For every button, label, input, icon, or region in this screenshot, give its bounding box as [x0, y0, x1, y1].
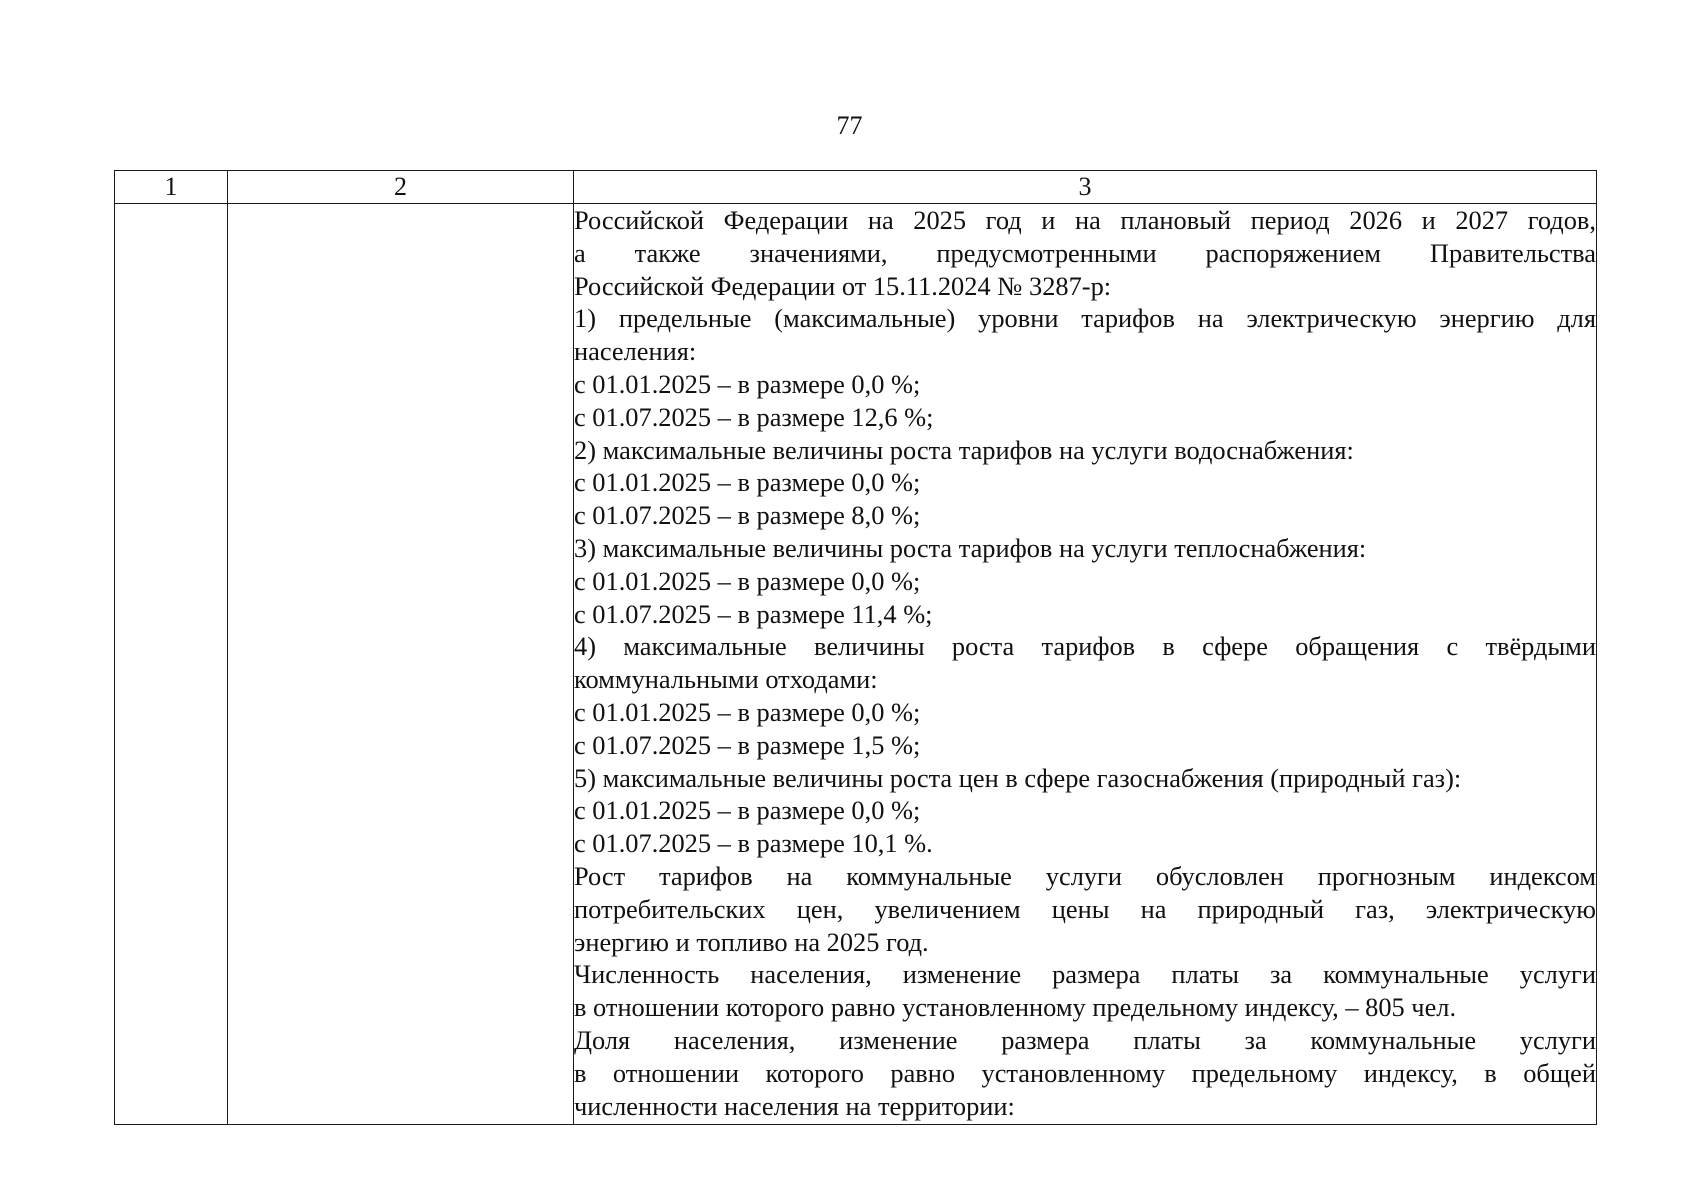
text-line: с 01.07.2025 – в размере 11,4 %;: [574, 598, 933, 629]
text-line: Российской Федерации на 2025 год и на плановый период 2026 и 2027 годов,: [574, 205, 1596, 235]
text-line: Российской Федерации от 15.11.2024 № 3287-р:: [574, 270, 1112, 301]
text-line: с 01.01.2025 – в размере 0,0 %;: [574, 795, 921, 826]
text-line: Численность населения, изменение размера платы за коммунальные услуги: [574, 959, 1596, 990]
text-line: потребительских цен, увеличением цены на природный газ, электрическую: [574, 893, 1596, 924]
text-line: с 01.01.2025 – в размере 0,0 %;: [574, 696, 921, 727]
text-line: 2) максимальные величины роста тарифов на услуги водоснабжения:: [574, 434, 1354, 465]
text-line: коммунальными отходами:: [574, 664, 878, 695]
table-row: [115, 204, 1597, 1125]
text-line: с 01.01.2025 – в размере 0,0 %;: [574, 565, 921, 596]
text-line: численности населения на территории:: [574, 1090, 1015, 1121]
document-table: [114, 170, 1597, 1125]
table-header-row: [115, 171, 1597, 204]
text-line: Рост тарифов на коммунальные услуги обусловлен прогнозным индексом: [574, 860, 1596, 891]
text-line: 4) максимальные величины роста тарифов в сфере обращения с твёрдыми: [574, 631, 1596, 662]
text-line: 1) предельные (максимальные) уровни тарифов на электрическую энергию для: [574, 303, 1596, 334]
cell-column-3: [574, 204, 1597, 1125]
text-line: с 01.07.2025 – в размере 12,6 %;: [574, 401, 934, 432]
page-number: 77: [836, 111, 863, 140]
text-line: с 01.07.2025 – в размере 1,5 %;: [574, 729, 921, 760]
text-line: с 01.01.2025 – в размере 0,0 %;: [574, 467, 921, 498]
text-line: с 01.01.2025 – в размере 0,0 %;: [574, 368, 921, 399]
text-line: Доля населения, изменение размера платы за коммунальные услуги: [574, 1024, 1596, 1055]
text-line: 3) максимальные величины роста тарифов на услуги теплоснабжения:: [574, 532, 1367, 563]
cell-column-1: [115, 204, 228, 1125]
text-line: в отношении которого равно установленному предельному индексу, – 805 чел.: [574, 992, 1457, 1023]
text-line: энергию и топливо на 2025 год.: [574, 926, 929, 957]
column-header-2: 2: [228, 171, 574, 204]
cell-column-2: [228, 204, 574, 1125]
text-line: населения:: [574, 336, 697, 367]
column-header-3: 3: [574, 171, 1597, 204]
text-line: с 01.07.2025 – в размере 10,1 %.: [574, 828, 933, 859]
text-line: а также значениями, предусмотренными распоряжением Правительства: [574, 237, 1596, 268]
text-line: в отношении которого равно установленному предельному индексу, в общей: [574, 1057, 1596, 1088]
text-line: 5) максимальные величины роста цен в сфере газоснабжения (природный газ):: [574, 762, 1462, 793]
text-line: с 01.07.2025 – в размере 8,0 %;: [574, 500, 921, 531]
column-header-1: 1: [115, 171, 228, 204]
